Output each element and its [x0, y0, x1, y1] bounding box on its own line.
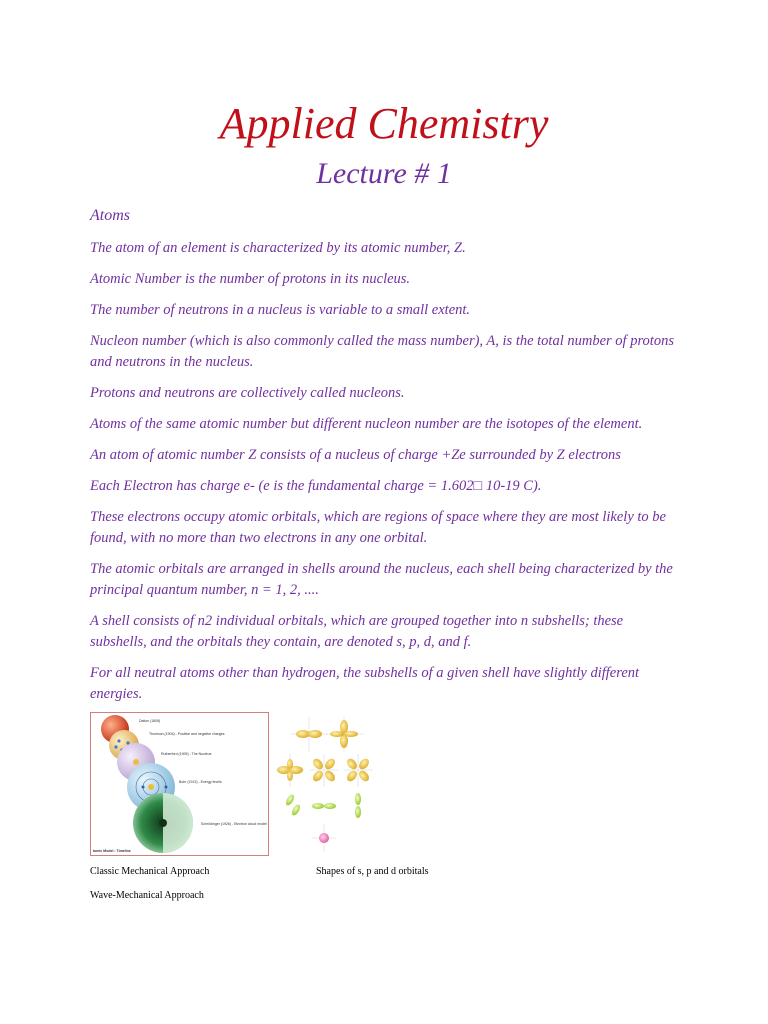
lecture-subtitle: Lecture # 1 — [316, 157, 452, 190]
paragraph: The number of neutrons in a nucleus is variable to a small extent. — [90, 302, 471, 318]
timeline-label: Schrödinger (1926) - Electron cloud model — [201, 822, 267, 826]
timeline-label: Rutherford (1909) - The Nucleus — [161, 752, 212, 756]
timeline-footer: tomic Model : Timeline — [93, 849, 131, 853]
paragraph: Protons and neutrons are collectively called nucleons. — [90, 385, 405, 401]
paragraph: An atom of atomic number Z consists of a nucleus of charge +Ze surrounded by Z electrons — [90, 447, 621, 463]
paragraph: Atoms of the same atomic number but different nucleon number are the isotopes of the element. — [90, 416, 643, 432]
paragraph: These electrons occupy atomic orbitals, which are regions of space where they are most likely to be found, with no more than two electrons in any one orbital. — [90, 509, 666, 546]
p-orbital — [284, 793, 361, 818]
document-title: Applied Chemistry — [219, 99, 549, 148]
paragraph: Atomic Number is the number of protons in its nucleus. — [90, 271, 411, 287]
orbital-shapes-figure — [276, 712, 376, 854]
paragraph: For all neutral atoms other than hydrogen, the subshells of a given shell have slightly different energies. — [90, 665, 640, 702]
section-heading: Atoms — [90, 207, 130, 224]
caption-wave: Wave-Mechanical Approach — [90, 890, 204, 901]
atomic-model-timeline-figure — [90, 712, 269, 856]
caption-classic: Classic Mechanical Approach — [90, 866, 210, 877]
paragraph: The atomic orbitals are arranged in shells around the nucleus, each shell being characterized by the principal quantum number, n = 1, 2, .... — [90, 561, 673, 598]
timeline-label: Dalton (1808) — [139, 719, 161, 723]
body-paragraphs — [90, 238, 682, 715]
paragraph: Nucleon number (which is also commonly called the mass number), A, is the total number of protons and neutrons in the nucleus. — [90, 333, 674, 370]
paragraph: Each Electron has charge e- (e is the fundamental charge = 1.602□ 10-19 C). — [90, 478, 542, 494]
s-orbital — [319, 833, 329, 843]
paragraph: A shell consists of n2 individual orbitals, which are grouped together into n subshells; these subshells, and the orbitals they contain, are denoted s, p, d, and f. — [90, 613, 624, 650]
caption-orbital-shapes: Shapes of s, p and d orbitals — [316, 866, 429, 877]
d-orbital — [330, 720, 358, 748]
timeline-label: Thomson (1904) - Positive and negative charges — [149, 732, 225, 736]
timeline-label: Bohr (1913) - Energy levels — [179, 780, 222, 784]
d-orbital — [277, 759, 303, 781]
paragraph: The atom of an element is characterized by its atomic number, Z. — [90, 240, 466, 256]
